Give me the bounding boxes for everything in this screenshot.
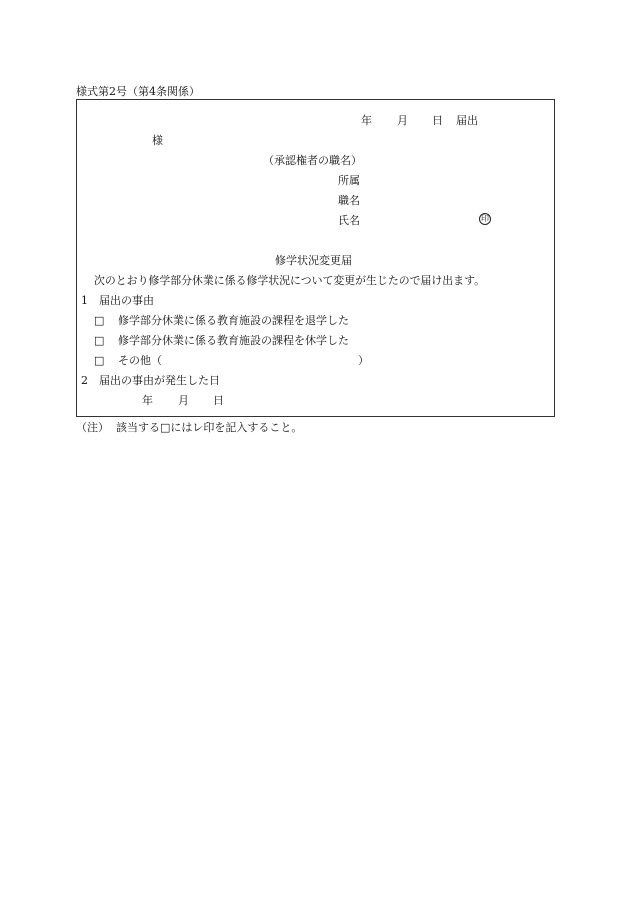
note-label: （注）: [76, 421, 109, 434]
option-checkbox: □: [94, 314, 105, 327]
other-close-paren: ）: [358, 354, 369, 367]
section2-year: 年: [142, 394, 153, 407]
position-label: 職名: [338, 194, 360, 207]
date-month: 月: [397, 114, 408, 127]
note-text: 該当する□にはレ印を記入すること。: [116, 421, 303, 434]
intro-text: 次のとおり修学部分休業に係る修学状況について変更が生じたので届け出ます。: [94, 274, 485, 287]
seal-stamp: 印: [481, 214, 489, 223]
section2-day: 日: [213, 394, 224, 407]
name-label: 氏名: [338, 214, 360, 227]
form-number: 様式第2号（第4条関係）: [76, 85, 200, 98]
section2-month: 月: [178, 394, 189, 407]
section1-heading: 届出の事由: [99, 294, 154, 307]
approver-title: （承認権者の職名）: [263, 154, 362, 167]
section2-number: 2: [81, 374, 88, 387]
affiliation-label: 所属: [338, 174, 360, 187]
date-year: 年: [361, 114, 372, 127]
option-text: 修学部分休業に係る教育施設の課程を休学した: [118, 334, 349, 347]
section1-number: 1: [81, 294, 88, 307]
document-title: 修学状況変更届: [275, 254, 352, 267]
section2-heading: 届出の事由が発生した日: [99, 374, 220, 387]
option-checkbox: □: [94, 334, 105, 347]
date-submitted: 届出: [456, 114, 478, 127]
option-checkbox: □: [94, 354, 105, 367]
option-text: 修学部分休業に係る教育施設の課程を退学した: [118, 314, 349, 327]
date-day: 日: [432, 114, 443, 127]
option-text: その他（: [118, 354, 162, 367]
addressee-suffix: 様: [152, 134, 163, 147]
